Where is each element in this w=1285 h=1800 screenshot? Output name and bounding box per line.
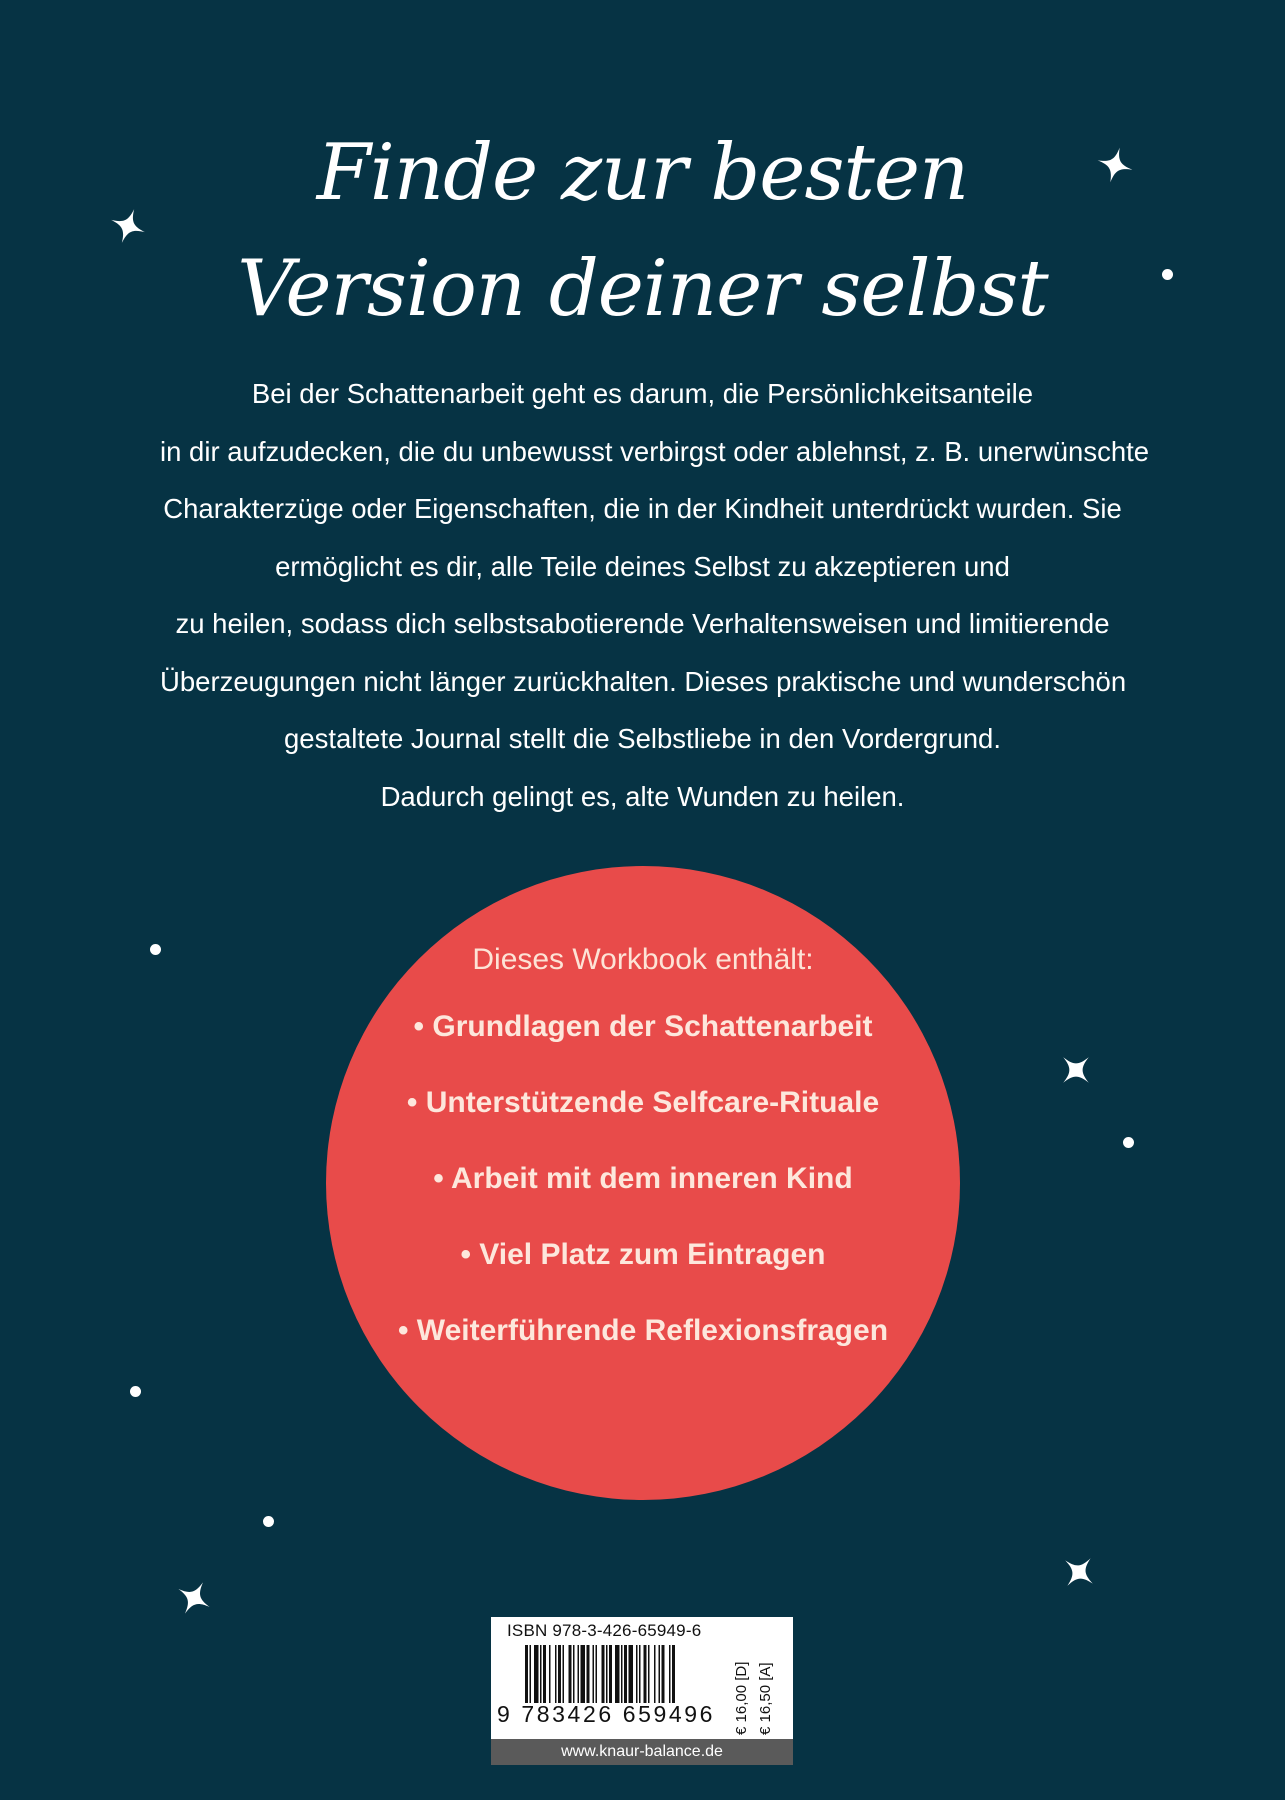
sparkle-star-icon bbox=[108, 206, 148, 246]
workbook-list-item: • Weiterführende Reflexionsfragen bbox=[397, 1314, 889, 1347]
headline-line-1: Finde zur besten bbox=[316, 128, 969, 218]
dot-star-icon bbox=[1162, 269, 1173, 280]
isbn-barcode-box bbox=[491, 1617, 793, 1765]
sparkle-star-icon bbox=[1095, 145, 1135, 185]
workbook-list-item: • Viel Platz zum Eintragen bbox=[460, 1238, 826, 1271]
description-text bbox=[160, 365, 1150, 825]
description-line: zu heilen, sodass dich selbstsabotierende Verhaltensweisen und limitierende bbox=[175, 608, 1110, 639]
barcode-icon bbox=[525, 1645, 721, 1703]
workbook-contents bbox=[326, 940, 960, 1387]
barcode-digits: 9 783426 659496 bbox=[497, 1701, 716, 1727]
price-block bbox=[727, 1617, 791, 1739]
sparkle-star-icon bbox=[1059, 1552, 1099, 1592]
isbn-label: ISBN 978-3-426-65949-6 bbox=[507, 1621, 702, 1640]
headline-line-2: Version deiner selbst bbox=[237, 244, 1048, 334]
headline bbox=[0, 115, 1285, 347]
sparkle-star-icon bbox=[1056, 1050, 1096, 1090]
description-line: in dir aufzudecken, die du unbewusst verbirgst oder ablehnst, z. B. unerwünschte bbox=[160, 435, 1150, 467]
description-line: Bei der Schattenarbeit geht es darum, die Persönlichkeitsanteile bbox=[251, 378, 1034, 409]
workbook-list-item: • Arbeit mit dem inneren Kind bbox=[433, 1162, 853, 1195]
dot-star-icon bbox=[130, 1386, 141, 1397]
workbook-list-item: • Grundlagen der Schattenarbeit bbox=[413, 1010, 873, 1043]
description-line: ermöglicht es dir, alle Teile deines Selbst zu akzeptieren und bbox=[275, 550, 1010, 582]
sparkle-star-icon bbox=[174, 1578, 214, 1618]
workbook-list-item: • Unterstützende Selfcare-Rituale bbox=[406, 1086, 880, 1119]
dot-star-icon bbox=[1123, 1137, 1134, 1148]
description-line: Dadurch gelingt es, alte Wunden zu heilen. bbox=[380, 780, 905, 812]
description-line: gestaltete Journal stellt die Selbstliebe in den Vordergrund. bbox=[284, 723, 1001, 754]
dot-star-icon bbox=[263, 1516, 274, 1527]
price-austria: € 16,50 [A] bbox=[757, 1662, 774, 1735]
price-germany: € 16,00 [D] bbox=[733, 1661, 750, 1735]
description-line: Überzeugungen nicht länger zurückhalten. Dieses praktische und wunderschön bbox=[160, 665, 1127, 697]
dot-star-icon bbox=[150, 944, 161, 955]
description-line: Charakterzüge oder Eigenschaften, die in der Kindheit unterdrückt wurden. Sie bbox=[163, 493, 1122, 524]
workbook-title: Dieses Workbook enthält: bbox=[472, 943, 814, 976]
publisher-url: www.knaur-balance.de bbox=[491, 1739, 793, 1765]
